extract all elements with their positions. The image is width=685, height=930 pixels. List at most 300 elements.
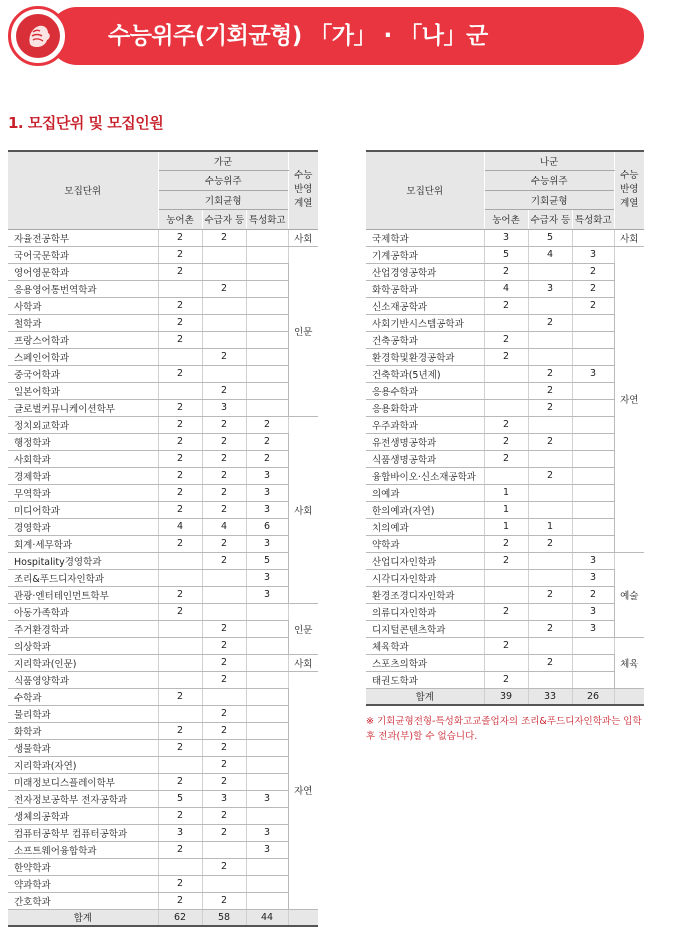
quota-cell: 2: [484, 433, 528, 450]
quota-cell: [528, 450, 572, 467]
category-cell: 예술: [614, 552, 644, 637]
unit-name: 주거환경학과: [8, 620, 158, 637]
unit-name: 한약학과: [8, 858, 158, 875]
unit-name: 응용화학과: [366, 399, 484, 416]
table-row: [366, 246, 644, 263]
quota-cell: [246, 263, 288, 280]
unit-name: 기계공학과: [366, 246, 484, 263]
quota-cell: [572, 433, 614, 450]
unit-name: 환경조경디자인학과: [366, 586, 484, 603]
quota-cell: [528, 416, 572, 433]
table-row: [8, 569, 318, 586]
category-header: 수능 반영 계열: [288, 151, 318, 229]
quota-cell: [528, 671, 572, 688]
unit-name: 영어영문학과: [8, 263, 158, 280]
table-row: [8, 280, 318, 297]
quota-cell: 4: [484, 280, 528, 297]
col-header-rural: 농어촌: [484, 210, 528, 230]
quota-cell: [572, 518, 614, 535]
unit-name: 행정학과: [8, 433, 158, 450]
table-row: [366, 280, 644, 297]
quota-cell: 2: [246, 416, 288, 433]
quota-cell: [528, 331, 572, 348]
table-row: [8, 671, 318, 688]
unit-name: 화학공학과: [366, 280, 484, 297]
unit-name: 자율전공학부: [8, 229, 158, 246]
table-row: [8, 739, 318, 756]
quota-cell: 2: [484, 535, 528, 552]
quota-cell: 3: [202, 790, 246, 807]
group-header: 나군: [484, 151, 614, 171]
total-label: 합계: [8, 909, 158, 926]
table-row: [366, 399, 644, 416]
quota-cell: 2: [484, 331, 528, 348]
quota-cell: [246, 331, 288, 348]
unit-name: 일본어학과: [8, 382, 158, 399]
table-row: [8, 450, 318, 467]
unit-name: 시각디자인학과: [366, 569, 484, 586]
table-row: [366, 467, 644, 484]
quota-cell: [572, 416, 614, 433]
quota-cell: [246, 858, 288, 875]
quota-cell: [158, 756, 202, 773]
quota-cell: [202, 603, 246, 620]
quota-cell: 1: [528, 518, 572, 535]
quota-cell: 2: [158, 688, 202, 705]
quota-cell: [572, 467, 614, 484]
quota-cell: [528, 501, 572, 518]
table-row: [366, 586, 644, 603]
quota-cell: 2: [158, 331, 202, 348]
unit-name: 미디어학과: [8, 501, 158, 518]
quota-cell: 2: [484, 603, 528, 620]
quota-cell: 2: [202, 892, 246, 909]
unit-name: 융합바이오·신소재공학과: [366, 467, 484, 484]
quota-cell: 2: [484, 637, 528, 654]
unit-name: 화학과: [8, 722, 158, 739]
total-value: 39: [484, 688, 528, 705]
quota-cell: 3: [246, 501, 288, 518]
quota-cell: 2: [158, 841, 202, 858]
quota-cell: 2: [158, 722, 202, 739]
quota-cell: [246, 603, 288, 620]
quota-cell: 2: [484, 671, 528, 688]
table-row: [366, 569, 644, 586]
quota-cell: 5: [246, 552, 288, 569]
quota-cell: 2: [202, 807, 246, 824]
quota-cell: [484, 399, 528, 416]
quota-cell: 3: [246, 841, 288, 858]
table-row: [8, 331, 318, 348]
unit-name: 국제학과: [366, 229, 484, 246]
quota-cell: 2: [484, 297, 528, 314]
quota-cell: [246, 365, 288, 382]
quota-cell: [158, 637, 202, 654]
category-cell: 사회: [288, 654, 318, 671]
quota-cell: 2: [528, 620, 572, 637]
quota-cell: [572, 399, 614, 416]
table-row: [8, 433, 318, 450]
quota-cell: 2: [158, 314, 202, 331]
unit-name: 회계·세무학과: [8, 535, 158, 552]
quota-cell: 2: [572, 297, 614, 314]
quota-cell: 2: [202, 433, 246, 450]
quota-cell: 2: [246, 433, 288, 450]
quota-cell: 2: [528, 586, 572, 603]
quota-cell: 2: [202, 858, 246, 875]
total-row: [8, 909, 318, 926]
unit-name: 산업경영공학과: [366, 263, 484, 280]
unit-name: 치의예과: [366, 518, 484, 535]
unit-name: 관광·엔터테인먼트학부: [8, 586, 158, 603]
quota-cell: [572, 671, 614, 688]
quota-cell: 3: [246, 535, 288, 552]
unit-name: 사학과: [8, 297, 158, 314]
quota-cell: 2: [158, 739, 202, 756]
quota-cell: 2: [202, 229, 246, 246]
table-row: [8, 229, 318, 246]
quota-cell: 3: [572, 603, 614, 620]
university-logo-icon: [8, 6, 68, 66]
unit-name: 지리학과(자연): [8, 756, 158, 773]
unit-name: 응용수학과: [366, 382, 484, 399]
quota-cell: [572, 484, 614, 501]
category-cell: 사회: [288, 229, 318, 246]
quota-cell: [158, 858, 202, 875]
table-row: [8, 467, 318, 484]
sub-header: 기회균형: [158, 190, 288, 210]
quota-cell: [202, 586, 246, 603]
table-row: [8, 722, 318, 739]
quota-cell: 2: [572, 280, 614, 297]
quota-cell: [202, 875, 246, 892]
quota-cell: 3: [572, 365, 614, 382]
quota-cell: 2: [158, 773, 202, 790]
table-row: [8, 875, 318, 892]
header-banner: [8, 6, 644, 66]
quota-cell: [158, 671, 202, 688]
quota-cell: 5: [484, 246, 528, 263]
quota-cell: [246, 705, 288, 722]
banner-bar: [48, 7, 644, 65]
unit-name: 생체의공학과: [8, 807, 158, 824]
quota-cell: 2: [202, 416, 246, 433]
unit-name: 한의예과(자연): [366, 501, 484, 518]
total-value: 62: [158, 909, 202, 926]
quota-cell: [484, 365, 528, 382]
quota-cell: [246, 688, 288, 705]
quota-cell: [528, 263, 572, 280]
quota-cell: [202, 365, 246, 382]
quota-cell: [484, 569, 528, 586]
quota-cell: 2: [202, 637, 246, 654]
category-cell: 자연: [614, 246, 644, 552]
quota-cell: 1: [484, 518, 528, 535]
quota-cell: [572, 314, 614, 331]
quota-cell: [158, 552, 202, 569]
quota-cell: [158, 382, 202, 399]
unit-name: 환경학및환경공학과: [366, 348, 484, 365]
quota-cell: 2: [202, 467, 246, 484]
table-row: [366, 518, 644, 535]
table-row: [366, 297, 644, 314]
unit-name: 중국어학과: [8, 365, 158, 382]
table-row: [366, 637, 644, 654]
unit-name: 지리학과(인문): [8, 654, 158, 671]
quota-cell: 2: [158, 416, 202, 433]
unit-name: 경제학과: [8, 467, 158, 484]
quota-cell: [528, 484, 572, 501]
category-cell: 인문: [288, 246, 318, 416]
quota-cell: [202, 569, 246, 586]
unit-name: 건축공학과: [366, 331, 484, 348]
unit-name: 태권도학과: [366, 671, 484, 688]
table-row: [8, 586, 318, 603]
quota-cell: 5: [158, 790, 202, 807]
table-row: [366, 348, 644, 365]
table-row: [8, 603, 318, 620]
table-row: [8, 518, 318, 535]
quota-cell: [202, 246, 246, 263]
unit-name: 유전생명공학과: [366, 433, 484, 450]
unit-name: 스페인어학과: [8, 348, 158, 365]
quota-cell: 5: [528, 229, 572, 246]
quota-cell: 2: [202, 484, 246, 501]
table-row: [8, 756, 318, 773]
unit-name: Hospitality경영학과: [8, 552, 158, 569]
quota-cell: [246, 229, 288, 246]
quota-cell: 4: [528, 246, 572, 263]
quota-cell: [572, 229, 614, 246]
quota-cell: 2: [484, 263, 528, 280]
table-row: [8, 535, 318, 552]
quota-cell: 2: [202, 773, 246, 790]
total-row: [366, 688, 644, 705]
col-header-recipient: 수급자 등: [528, 210, 572, 230]
table-row: [366, 365, 644, 382]
quota-cell: [528, 637, 572, 654]
table-row: [8, 620, 318, 637]
table-row: [366, 620, 644, 637]
unit-name: 산업디자인학과: [366, 552, 484, 569]
table-row: [8, 790, 318, 807]
table-row: [366, 331, 644, 348]
quota-cell: [158, 348, 202, 365]
category-header: 수능 반영 계열: [614, 151, 644, 229]
quota-cell: [246, 654, 288, 671]
quota-cell: 2: [484, 552, 528, 569]
type-header: 수능위주: [158, 171, 288, 191]
quota-cell: 2: [202, 501, 246, 518]
total-label: 합계: [366, 688, 484, 705]
table-row: [366, 671, 644, 688]
unit-name: 무역학과: [8, 484, 158, 501]
quota-cell: 3: [572, 620, 614, 637]
quota-cell: 2: [158, 399, 202, 416]
quota-cell: [528, 348, 572, 365]
quota-cell: 3: [246, 824, 288, 841]
quota-cell: 2: [202, 382, 246, 399]
quota-cell: [572, 348, 614, 365]
quota-cell: [246, 620, 288, 637]
quota-cell: 2: [202, 654, 246, 671]
unit-name: 생물학과: [8, 739, 158, 756]
quota-cell: 3: [572, 569, 614, 586]
quota-cell: [572, 501, 614, 518]
quota-cell: 2: [158, 297, 202, 314]
unit-name: 소프트웨어융합학과: [8, 841, 158, 858]
quota-cell: [158, 620, 202, 637]
table-row: [366, 382, 644, 399]
table-row: [8, 365, 318, 382]
quota-cell: [246, 399, 288, 416]
quota-cell: 2: [202, 722, 246, 739]
quota-cell: [484, 314, 528, 331]
banner-title: 수능위주(기회균형) 「가」 · 「나」군: [108, 23, 488, 49]
quota-cell: 2: [202, 824, 246, 841]
quota-cell: 2: [202, 671, 246, 688]
quota-cell: 2: [158, 535, 202, 552]
quota-cell: 3: [528, 280, 572, 297]
unit-name: 의상학과: [8, 637, 158, 654]
quota-cell: 2: [158, 229, 202, 246]
quota-cell: 3: [572, 246, 614, 263]
quota-cell: 6: [246, 518, 288, 535]
quota-cell: [528, 603, 572, 620]
quota-cell: 2: [202, 450, 246, 467]
unit-name: 건축학과(5년제): [366, 365, 484, 382]
quota-cell: [246, 246, 288, 263]
quota-cell: [246, 671, 288, 688]
quota-cell: 4: [158, 518, 202, 535]
quota-cell: [246, 756, 288, 773]
quota-cell: 2: [158, 586, 202, 603]
table-row: [8, 841, 318, 858]
table-row: [8, 348, 318, 365]
quota-cell: 3: [246, 484, 288, 501]
unit-name: 사회기반시스템공학과: [366, 314, 484, 331]
quota-cell: 2: [158, 246, 202, 263]
quota-cell: [246, 722, 288, 739]
quota-cell: 3: [246, 790, 288, 807]
na-table: [366, 150, 644, 706]
unit-name: 약학과: [366, 535, 484, 552]
quota-cell: [484, 382, 528, 399]
quota-cell: [246, 348, 288, 365]
table-row: [366, 314, 644, 331]
quota-cell: 2: [528, 365, 572, 382]
table-row: [8, 892, 318, 909]
quota-cell: [158, 569, 202, 586]
quota-cell: [572, 654, 614, 671]
table-row: [8, 297, 318, 314]
quota-cell: 2: [528, 535, 572, 552]
lion-emblem-icon: [16, 14, 60, 58]
quota-cell: [202, 331, 246, 348]
table-row: [366, 501, 644, 518]
quota-cell: 2: [246, 450, 288, 467]
quota-cell: 1: [484, 501, 528, 518]
quota-cell: [202, 688, 246, 705]
type-header: 수능위주: [484, 171, 614, 191]
quota-cell: [528, 552, 572, 569]
category-cell: 체육: [614, 637, 644, 688]
category-cell: 자연: [288, 671, 318, 909]
quota-cell: [202, 314, 246, 331]
unit-name: 약과학과: [8, 875, 158, 892]
table-row: [8, 416, 318, 433]
quota-cell: 3: [202, 399, 246, 416]
unit-name: 의예과: [366, 484, 484, 501]
table-row: [8, 807, 318, 824]
col-header-vocational: 특성화고: [572, 210, 614, 230]
table-row: [366, 654, 644, 671]
table-row: [366, 263, 644, 280]
quota-cell: [572, 331, 614, 348]
unit-name: 식품영양학과: [8, 671, 158, 688]
col-header-rural: 농어촌: [158, 210, 202, 230]
quota-cell: 2: [202, 535, 246, 552]
unit-header: 모집단위: [366, 151, 484, 229]
unit-name: 경영학과: [8, 518, 158, 535]
quota-cell: [202, 841, 246, 858]
unit-name: 디지털콘텐츠학과: [366, 620, 484, 637]
col-header-recipient: 수급자 등: [202, 210, 246, 230]
quota-cell: 2: [484, 348, 528, 365]
quota-cell: 2: [202, 756, 246, 773]
quota-cell: [158, 654, 202, 671]
quota-cell: [528, 569, 572, 586]
quota-cell: 2: [528, 399, 572, 416]
table-row: [8, 654, 318, 671]
quota-cell: [484, 586, 528, 603]
unit-name: 식품생명공학과: [366, 450, 484, 467]
col-header-vocational: 특성화고: [246, 210, 288, 230]
table-row: [8, 501, 318, 518]
quota-cell: [572, 382, 614, 399]
quota-cell: [246, 280, 288, 297]
quota-cell: [572, 450, 614, 467]
quota-cell: 3: [484, 229, 528, 246]
group-header: 가군: [158, 151, 288, 171]
table-row: [366, 229, 644, 246]
table-row: [366, 433, 644, 450]
table-row: [8, 263, 318, 280]
quota-cell: 2: [484, 416, 528, 433]
unit-name: 체육학과: [366, 637, 484, 654]
unit-name: 의류디자인학과: [366, 603, 484, 620]
table-row: [366, 603, 644, 620]
quota-cell: 2: [202, 620, 246, 637]
quota-cell: 2: [484, 450, 528, 467]
total-value: 26: [572, 688, 614, 705]
quota-cell: [246, 892, 288, 909]
unit-name: 정치외교학과: [8, 416, 158, 433]
unit-name: 물리학과: [8, 705, 158, 722]
total-value: 58: [202, 909, 246, 926]
quota-cell: 2: [572, 586, 614, 603]
table-row: [8, 382, 318, 399]
quota-cell: 2: [202, 739, 246, 756]
total-value: 33: [528, 688, 572, 705]
table-row: [8, 824, 318, 841]
quota-cell: [246, 773, 288, 790]
table-row: [366, 416, 644, 433]
quota-cell: 1: [484, 484, 528, 501]
quota-cell: [246, 739, 288, 756]
total-blank: [288, 909, 318, 926]
unit-header: 모집단위: [8, 151, 158, 229]
